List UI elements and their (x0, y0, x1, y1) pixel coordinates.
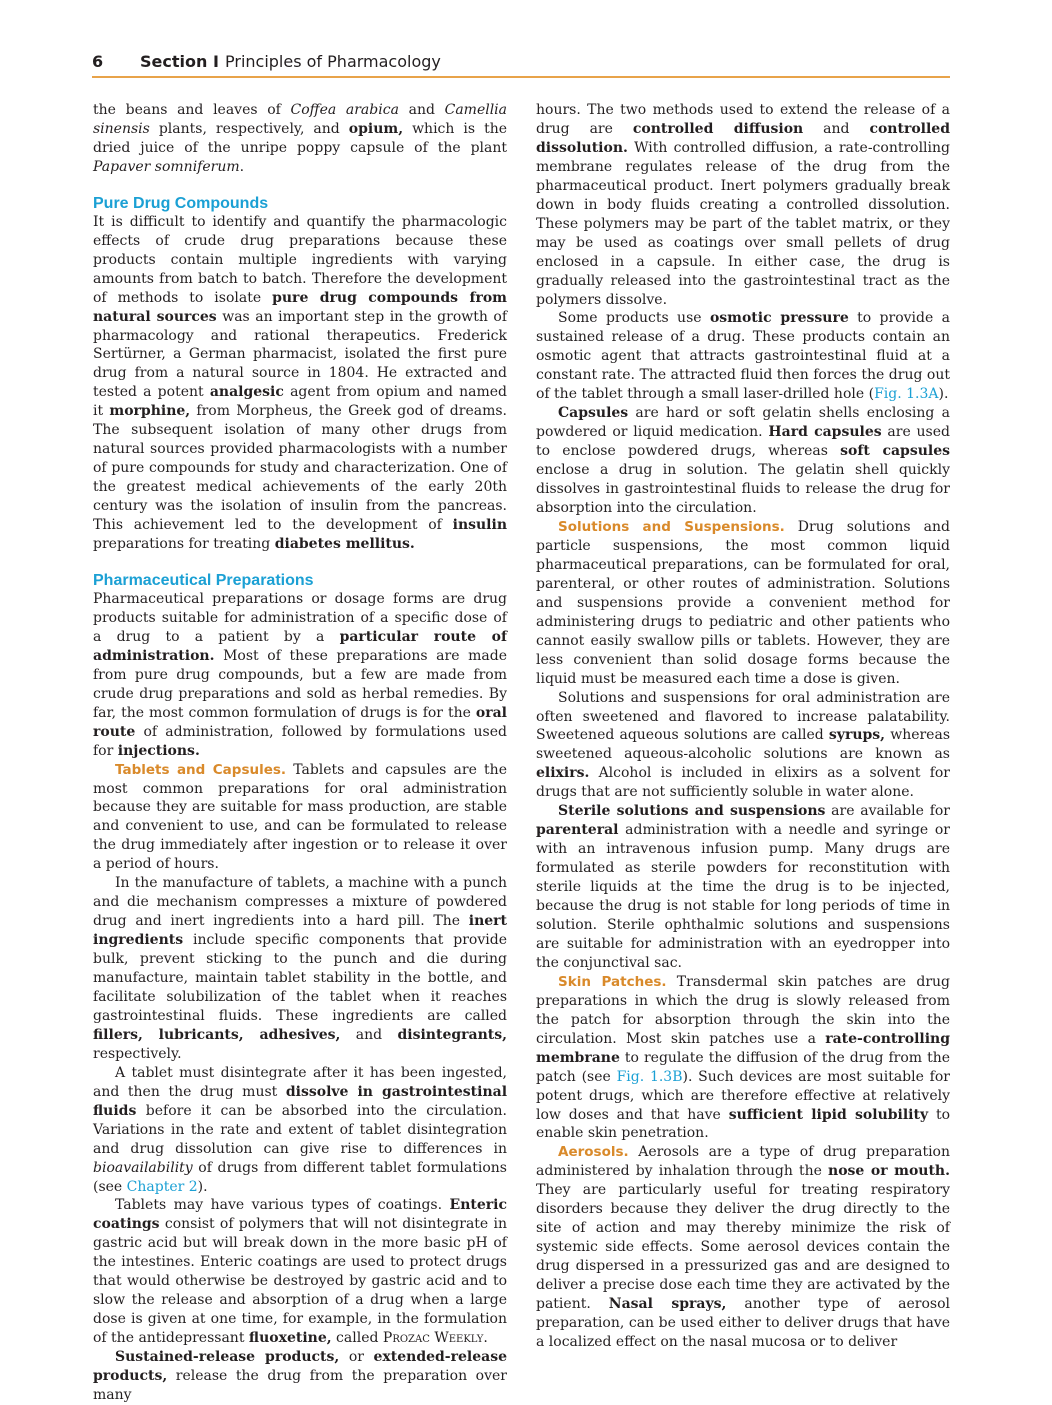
text-run: are hard or soft gelatin shells enclosing a powdered or liquid medication. (536, 405, 950, 441)
text-run: whereas sweetened aqueous-alcoholic solutions are known as (536, 727, 950, 763)
bold-term: nose or mouth. (828, 1163, 950, 1180)
text-run: the beans and leaves of (93, 102, 291, 118)
text-run: Aerosols are a type of drug preparation administered by inhalation through the (536, 1144, 950, 1180)
heading-pure-drug-compounds: Pure Drug Compounds (93, 194, 269, 212)
text-run: Pharmaceutical preparations or dosage forms are drug products suitable for administration of a specific dose of a drug to a patient by a (93, 590, 507, 645)
paragraph (93, 590, 507, 761)
paragraph (93, 761, 507, 875)
italic-term: Coffea arabica (290, 102, 399, 118)
fig-1-3b-link[interactable]: Fig. 1.3B (616, 1068, 683, 1085)
bold-term: dissolve in gastrointestinal fluids (93, 1083, 508, 1119)
text-run: enclose a drug in solution. The gelatin shell quickly dissolves in gastrointestinal fluids to release the drug for absorption into the circulation. (536, 462, 950, 517)
text-run: preparations for treating (93, 536, 275, 553)
bold-term: insulin (452, 517, 507, 534)
text-run: With controlled diffusion, a rate-controlling membrane regulates release of the drug from the pharmaceutical product. Inert polymers gradually break down in body fluids creating a controlled dissolution. These polymers may be part of the tablet matrix, or they may be used as coatings over small pellets of drug enclosed in a capsule. In either case, the drug is gradually released into the gastrointestinal tract as the polymers dissolve. (536, 139, 950, 308)
bold-term: Sustained-release products, (115, 1349, 340, 1366)
text-run: are used to enclose powdered drugs, whereas (536, 424, 950, 460)
text-run: It is difficult to identify and quantify the pharmacologic effects of crude drug preparations because these products contain multiple ingredients with varying amounts from batch to batch. Therefore the development of methods to isolate (93, 213, 507, 306)
bold-term: morphine, (109, 403, 191, 420)
paragraph (93, 1196, 507, 1348)
text-run: Alcohol is included in elixirs as a solvent for drugs that are not sufficiently soluble in water alone. (536, 765, 950, 801)
text-run: Most of these preparations are made from pure drug compounds, but a few are made from crude drug preparations and sold as herbal remedies. By far, the most common formulation of drugs is for the (93, 647, 507, 721)
subheading-skin-patches: Skin Patches. (558, 973, 667, 990)
text-run: from Morpheus, the Greek god of dreams. The subsequent isolation of many other drugs from natural sources provided pharmacologists with a number of pure compounds for study and characterization. One of the greatest medical achievements of the early 20th century was the isolation of insulin from the pancreas. This achievement led to the development of (93, 403, 507, 534)
left-column (93, 101, 507, 1405)
text-run: to provide a sustained release of a drug. These products contain an osmotic agent that attracts gastrointestinal fluid at a constant rate. The attracted fluid then forces the drug out of the tablet through a small laser-drilled hole ( (536, 310, 951, 403)
text-run: Drug solutions and particle suspensions, the most common liquid pharmaceutical preparations, can be formulated for oral, parenteral, or other routes of administration. Solutions and suspensions provide a convenient method for administering drugs to pediatric and other patients who cannot easily swallow pills or tablets. However, they are less convenient than solid dosage forms because the liquid must be measured each time a dose is given. (536, 518, 950, 687)
bold-term: opium, (348, 120, 404, 137)
text-run: . (239, 158, 245, 175)
right-column (536, 101, 950, 1352)
bold-term: syrups, (828, 727, 886, 744)
bold-term: disintegrants, (397, 1026, 507, 1043)
italic-term: Papaver somniferum (93, 158, 240, 175)
text-run: Transdermal skin patches are drug preparations in which the drug is slowly released from the patch for absorption through the skin into the circulation. Most skin patches use a (536, 973, 950, 1047)
chapter-2-link[interactable]: Chapter 2 (126, 1178, 198, 1195)
bold-term: Enteric coatings (93, 1197, 507, 1233)
running-header (92, 50, 950, 78)
paragraph (536, 518, 950, 689)
text-run: ). (938, 386, 949, 403)
text-run: release the drug from the preparation over many (93, 1368, 507, 1403)
text-run: In the manufacture of tablets, a machine with a punch and die mechanism compresses a mixture of powdered drug and inert ingredients into a hard pill. The (93, 875, 507, 930)
paragraph (536, 802, 950, 973)
text-run: . (483, 1330, 488, 1347)
bold-term: particular route of administration. (93, 628, 507, 664)
text-run: include specific components that provide bulk, prevent sticking to the punch and die during manufacture, maintain tablet stability in the bottle, and facilitate solubilization of the tablet when it reaches gastrointestinal fluids. These ingredients are called (93, 932, 507, 1024)
paragraph (93, 874, 507, 1064)
bold-term: Capsules (558, 405, 629, 422)
subheading-tablets-and-capsules: Tablets and Capsules. (115, 761, 287, 778)
bold-term: sufficient lipid solubility (728, 1106, 929, 1123)
text-run: another type of aerosol preparation, can be used either to deliver drugs that have a localized effect on the nasal mucosa or to deliver (536, 1296, 951, 1350)
bold-term: soft capsules (840, 443, 950, 460)
text-run: called (331, 1330, 383, 1347)
text-run: Tablets may have various types of coatings. (115, 1197, 450, 1214)
section-label: Section I (140, 52, 219, 71)
bold-term: analgesic (209, 384, 284, 401)
bold-term: diabetes mellitus. (274, 536, 415, 553)
paragraph (93, 101, 507, 177)
bold-term: Hard capsules (768, 424, 882, 441)
bold-term: fillers, lubricants, adhesives, (93, 1026, 341, 1043)
paragraph (93, 1348, 507, 1405)
fig-1-3a-link[interactable]: Fig. 1.3A (874, 386, 939, 403)
text-run: ). (197, 1178, 208, 1195)
text-run: Some products use (558, 310, 710, 327)
text-run: administration with a needle and syringe or with an intravenous infusion pump. Many drugs are formulated as sterile powders for reconstitution with sterile liquids at the time the drug is to be injected, because the drug is not stable for long periods of time in solution. Sterile ophthalmic solutions and suspensions are suitable for administration with an eyedropper into the conjunctival sac. (536, 822, 950, 971)
bold-term: oral route (93, 704, 507, 740)
heading-pharmaceutical-preparations: Pharmaceutical Preparations (93, 571, 314, 589)
text-run: respectively. (93, 1045, 182, 1062)
text-run: hours. The two methods used to extend the release of a drug are (536, 102, 950, 137)
bold-term: pure drug compounds from natural sources (93, 289, 507, 325)
text-run: to regulate the diffusion of the drug from the patch (see (536, 1049, 950, 1085)
text-run: and (340, 1026, 398, 1043)
bold-term: Sterile solutions and suspensions (558, 803, 826, 820)
text-run: which is the dried juice of the unripe poppy capsule of the plant (93, 120, 507, 156)
text-run: They are particularly useful for treating respiratory disorders because they deliver the drug directly to the site of action and may thereby minimize the risk of systemic side effects. Some aerosol devices contain the drug dispersed in a pressurized gas and are designed to deliver a precise dose each time they are activated by the patient. (536, 1182, 950, 1313)
text-run: of administration, followed by formulations used for (93, 723, 507, 759)
text-run: are available for (825, 803, 950, 820)
text-run: and (398, 102, 445, 118)
text-run: ). Such devices are most suitable for potent drugs, which are therefore effective at relatively low doses and that have (536, 1068, 950, 1123)
paragraph (536, 101, 950, 309)
text-run: Solutions and suspensions for oral administration are often sweetened and flavored to increase palatability. Sweetened aqueous solutions are called (536, 689, 950, 744)
paragraph (93, 213, 507, 554)
paragraph (93, 1064, 507, 1197)
paragraph (536, 1143, 950, 1351)
subheading-aerosols: Aerosols. (558, 1144, 629, 1161)
paragraph (536, 309, 950, 404)
bold-term: rate-controlling membrane (536, 1030, 950, 1066)
section-title: Principles of Pharmacology (225, 52, 441, 71)
text-run: consist of polymers that will not disintegrate in gastric acid but will break down in the more basic pH of the intestines. Enteric coatings are used to protect drugs that would otherwise be destroyed by gastric acid and to slow the release and absorption of a drug when a large dose is given at one time, for example, in the formulation of the antidepressant (93, 1216, 507, 1347)
subheading-solutions-and-suspensions: Solutions and Suspensions. (558, 518, 785, 535)
bold-term: elixirs. (536, 765, 590, 782)
text-run: Tablets and capsules are the most common preparations for oral administration because they are suitable for mass production, are stable and convenient to use, and can be formulated to release the drug immediately after ingestion or to release it over a period of hours. (93, 761, 507, 873)
bold-term: controlled diffusion (632, 120, 804, 137)
text-run: of drugs from different tablet formulations (see (93, 1159, 507, 1195)
text-run: A tablet must disintegrate after it has been ingested, and then the drug must (93, 1064, 507, 1100)
bold-term: Nasal sprays, (608, 1296, 727, 1313)
text-run: was an important step in the growth of pharmacology and rational therapeutics. Frederick Sertürner, a German pharmacist, isolated the first pure drug from a natural source in 1804. He extracted and tested a potent (93, 308, 508, 401)
text-run: to enable skin penetration. (536, 1106, 950, 1142)
bold-term: extended-release products, (93, 1349, 507, 1385)
paragraph (536, 973, 950, 1144)
brand-name: Prozac Weekly (382, 1330, 484, 1347)
bold-term: controlled dissolution. (536, 120, 950, 156)
bold-term: fluoxetine, (248, 1330, 332, 1347)
bold-term: osmotic pressure (709, 310, 849, 327)
text-run: before it can be absorbed into the circulation. Variations in the rate and extent of tablet disintegration and drug dissolution can give rise to differences in (93, 1102, 507, 1157)
paragraph (536, 404, 950, 518)
bold-term: injections. (117, 742, 200, 759)
bold-term: parenteral (536, 822, 619, 839)
page-number: 6 (92, 52, 104, 71)
text-run: agent from opium and named it (93, 384, 507, 420)
text-run: or (339, 1349, 374, 1366)
bold-term: inert ingredients (93, 913, 507, 949)
text-run: and (803, 120, 870, 137)
italic-term: Camellia sinensis (93, 102, 508, 137)
paragraph (536, 689, 950, 803)
text-run: plants, respectively, and (149, 120, 349, 137)
italic-term: bioavailability (93, 1159, 193, 1176)
